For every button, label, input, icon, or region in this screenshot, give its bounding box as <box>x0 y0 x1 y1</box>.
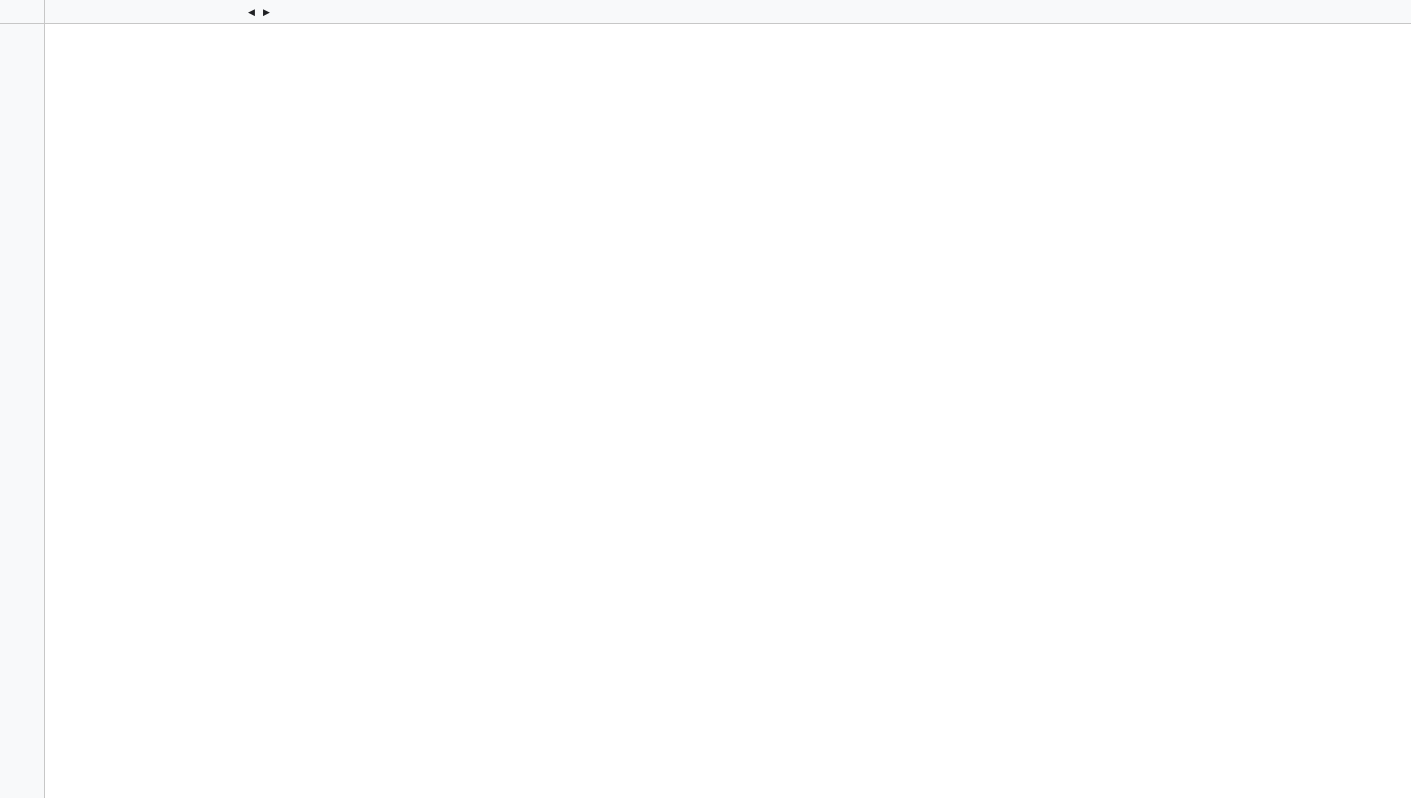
hidden-column-right-arrow-icon[interactable]: ▶ <box>263 7 270 17</box>
column-header-bar <box>0 0 1411 24</box>
hidden-column-left-arrow-icon[interactable]: ◀ <box>248 7 255 17</box>
row-header-bar <box>0 24 45 798</box>
select-all-corner[interactable] <box>0 0 45 24</box>
